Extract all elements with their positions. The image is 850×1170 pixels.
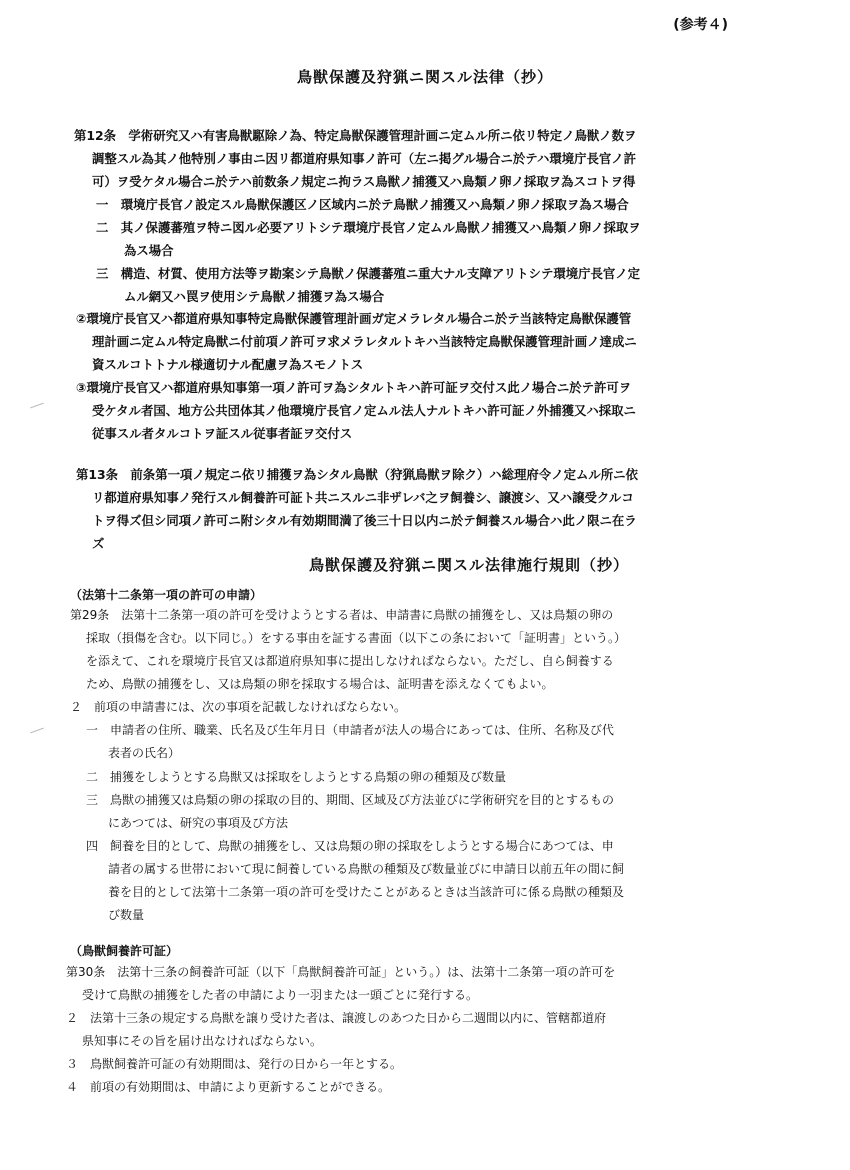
section-29-item-4-cont: 養を目的として法第十二条第一項の許可を受けたことがあるときは当該許可に係る鳥獣の種類及 bbox=[108, 885, 625, 899]
section-29-item-1: 一 申請者の住所、職業、氏名及び生年月日（申請者が法人の場合にあっては、住所、名称及び代 bbox=[86, 723, 614, 737]
section-30-heading: （鳥獣飼養許可証） bbox=[70, 944, 179, 958]
section-30-line: 第30条 法第十三条の飼養許可証（以下「鳥獣飼養許可証」という。）は、法第十二条第一項の許可を bbox=[66, 965, 616, 979]
article-12-para-2-line: 資スルコトトナル様適切ナル配慮ヲ為スモノトス bbox=[92, 357, 364, 372]
article-12-line: 調整スル為其ノ他特別ノ事由ニ因リ都道府県知事ノ許可（左ニ掲グル場合ニ於テハ環境庁長官ノ許 bbox=[92, 151, 637, 166]
section-29-item-3-cont: にあつては、研究の事項及び方法 bbox=[108, 816, 289, 830]
section-29-item-1-cont: 表者の氏名） bbox=[108, 746, 181, 760]
article-13-line: リ都道府県知事ノ発行スル飼養許可証ト共ニスルニ非ザレバ之ヲ飼養シ、譲渡シ、又ハ譲受クルコ bbox=[92, 490, 634, 505]
section-29-item-4: 四 飼養を目的として、鳥獣の捕獲をし、又は鳥類の卵の採取をしようとする場合にあつては、申 bbox=[86, 839, 614, 853]
article-12-para-3-line: 従事スル者タルコトヲ証スル従事者証ヲ交付ス bbox=[92, 426, 353, 441]
section-30-para-2: ２ 法第十三条の規定する鳥獣を譲り受けた者は、譲渡しのあつた日から二週間以内に、管轄都道府 bbox=[66, 1011, 607, 1025]
article-12-line: 第12条 学術研究又ハ有害鳥獣駆除ノ為、特定鳥獣保護管理計画ニ定ムル所ニ依リ特定ノ鳥獣ノ数ヲ bbox=[74, 128, 637, 143]
section-29-line: ため、鳥獣の捕獲をし、又は鳥類の卵を採取する場合は、証明書を添えなくてもよい。 bbox=[86, 677, 554, 691]
scan-mark bbox=[30, 403, 43, 409]
article-12-para-2-line: ②環境庁長官又ハ都道府県知事特定鳥獣保護管理計画ガ定メラレタル場合ニ於テ当該特定鳥獣保護管 bbox=[76, 311, 632, 326]
section-29-item-4-cont: 請者の属する世帯において現に飼養している鳥獣の種類及び数量並びに申請日以前五年の間に飼 bbox=[108, 862, 625, 876]
article-13-line: トヲ得ズ但シ同項ノ許可ニ附シタル有効期間満了後三十日以内ニ於テ飼養スル場合ハ此ノ限ニ在ラ bbox=[92, 513, 637, 528]
section-29-heading: （法第十二条第一項の許可の申請） bbox=[70, 588, 263, 602]
regulation-title: 鳥獣保護及狩猟ニ関スル法律施行規則（抄） bbox=[308, 556, 629, 574]
article-12-item-1: 一 環境庁長官ノ設定スル鳥獣保護区ノ区域内ニ於テ鳥獣ノ捕獲又ハ鳥類ノ卵ノ採取ヲ為ス場合 bbox=[96, 197, 629, 212]
article-13-line: 第13条 前条第一項ノ規定ニ依リ捕獲ヲ為シタル鳥獣（狩猟鳥獣ヲ除ク）ハ総理府令ノ定ムル所ニ依 bbox=[76, 467, 638, 482]
article-12-item-2: 二 其ノ保護蕃殖ヲ特ニ図ル必要アリトシテ環境庁長官ノ定ムル鳥獣ノ捕獲又ハ鳥類ノ卵ノ採取ヲ bbox=[96, 220, 641, 235]
section-29-item-2: 二 捕獲をしようとする鳥獣又は採取をしようとする鳥類の卵の種類及び数量 bbox=[86, 770, 507, 784]
section-29-line: 第29条 法第十二条第一項の許可を受けようとする者は、申請書に鳥獣の捕獲をし、又は鳥類の卵の bbox=[70, 608, 614, 622]
section-29-line: 採取（損傷を含む。以下同じ。）をする事由を証する書面（以下この条において「証明書」という。） bbox=[86, 631, 627, 645]
article-12-para-2-line: 理計画ニ定ムル特定鳥獣ニ付前項ノ許可ヲ求メラレタルトキハ当該特定鳥獣保護管理計画ノ達成ニ bbox=[92, 334, 637, 349]
section-29-para-2: ２ 前項の申請書には、次の事項を記載しなければならない。 bbox=[70, 700, 407, 714]
section-29-item-4-cont: び数量 bbox=[108, 908, 145, 922]
law-title: 鳥獣保護及狩猟ニ関スル法律（抄） bbox=[296, 68, 553, 86]
section-30-para-2-cont: 県知事にその旨を届け出なければならない。 bbox=[82, 1034, 323, 1048]
scan-mark bbox=[30, 728, 43, 734]
article-12-para-3-line: 受ケタル者国、地方公共団体其ノ他環境庁長官ノ定ムル法人ナルトキハ許可証ノ外捕獲又ハ採取ニ bbox=[92, 403, 636, 418]
article-12-line: 可）ヲ受ケタル場合ニ於テハ前数条ノ規定ニ拘ラス鳥獣ノ捕獲又ハ鳥類ノ卵ノ採取ヲ為スコトヲ得 bbox=[92, 174, 636, 189]
section-30-line: 受けて鳥獣の捕獲をした者の申請により一羽または一頭ごとに発行する。 bbox=[82, 988, 479, 1002]
article-12-item-2-cont: 為ス場合 bbox=[124, 243, 174, 258]
article-12-item-3: 三 構造、材質、使用方法等ヲ勘案シテ鳥獣ノ保護蕃殖ニ重大ナル支障アリトシテ環境庁長官ノ定 bbox=[96, 266, 641, 281]
article-13-line: ズ bbox=[92, 536, 105, 551]
section-29-line: を添えて、これを環境庁長官又は都道府県知事に提出しなければならない。ただし、自ら飼養する bbox=[86, 654, 614, 668]
article-12-para-3-line: ③環境庁長官又ハ都道府県知事第一項ノ許可ヲ為シタルトキハ許可証ヲ交付ス此ノ場合ニ於テ許可ヲ bbox=[76, 380, 632, 395]
section-30-para-3: ３ 鳥獣飼養許可証の有効期間は、発行の日から一年とする。 bbox=[66, 1057, 403, 1071]
section-30-para-4: ４ 前項の有効期間は、申請により更新することができる。 bbox=[66, 1080, 391, 1094]
reference-label: (参考４) bbox=[673, 17, 728, 33]
section-29-item-3: 三 鳥獣の捕獲又は鳥類の卵の採取の目的、期間、区域及び方法並びに学術研究を目的とするもの bbox=[86, 793, 615, 807]
article-12-item-3-cont: ムル網又ハ罠ヲ使用シテ鳥獣ノ捕獲ヲ為ス場合 bbox=[124, 289, 385, 304]
